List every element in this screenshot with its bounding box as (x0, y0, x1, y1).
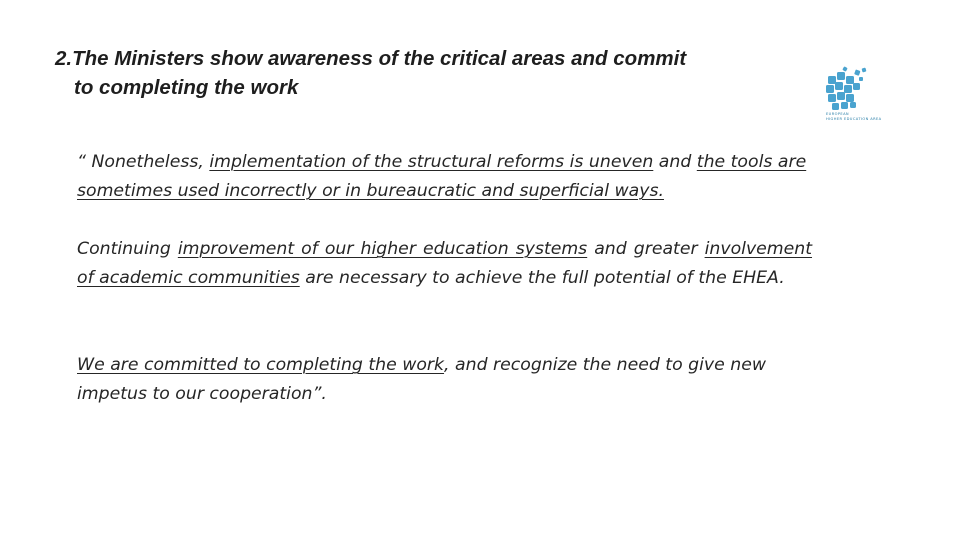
p2-text-3: are necessary to achieve the full potential of the EHEA. (299, 268, 785, 288)
p1-text-2: and (653, 152, 697, 172)
quote-paragraph-3 (77, 351, 812, 409)
p2-text-2: and greater (587, 239, 705, 259)
p2-underlined-2: involvement of academic communities (77, 239, 813, 288)
open-quote-mark: “ (77, 152, 92, 172)
slide-title (55, 44, 815, 102)
slide-title-line-2: to completing the work (74, 76, 299, 99)
p3-underlined-1: We are committed to completing the work (77, 355, 445, 375)
p2-text-1: Continuing (77, 239, 178, 259)
logo-caption (826, 112, 886, 121)
quote-paragraph-1 (77, 148, 812, 206)
p2-underlined-1: improvement of our higher education systems (177, 239, 588, 259)
p3-text-1: , and recognize the need to give new impetus to our cooperation”. (77, 355, 766, 404)
slide-title-line-1: 2.The Ministers show awareness of the critical areas and commit (55, 47, 687, 70)
p1-underlined-2: the tools are sometimes used incorrectly or in bureaucratic and superficial ways. (77, 152, 807, 201)
quote-paragraph-2 (77, 235, 812, 293)
p1-text-1: Nonetheless, (91, 152, 210, 172)
logo-caption-line-1: EUROPEAN (826, 112, 850, 116)
p1-underlined-1: implementation of the structural reforms is uneven (209, 152, 654, 172)
logo-caption-line-2: HIGHER EDUCATION AREA (826, 116, 882, 121)
